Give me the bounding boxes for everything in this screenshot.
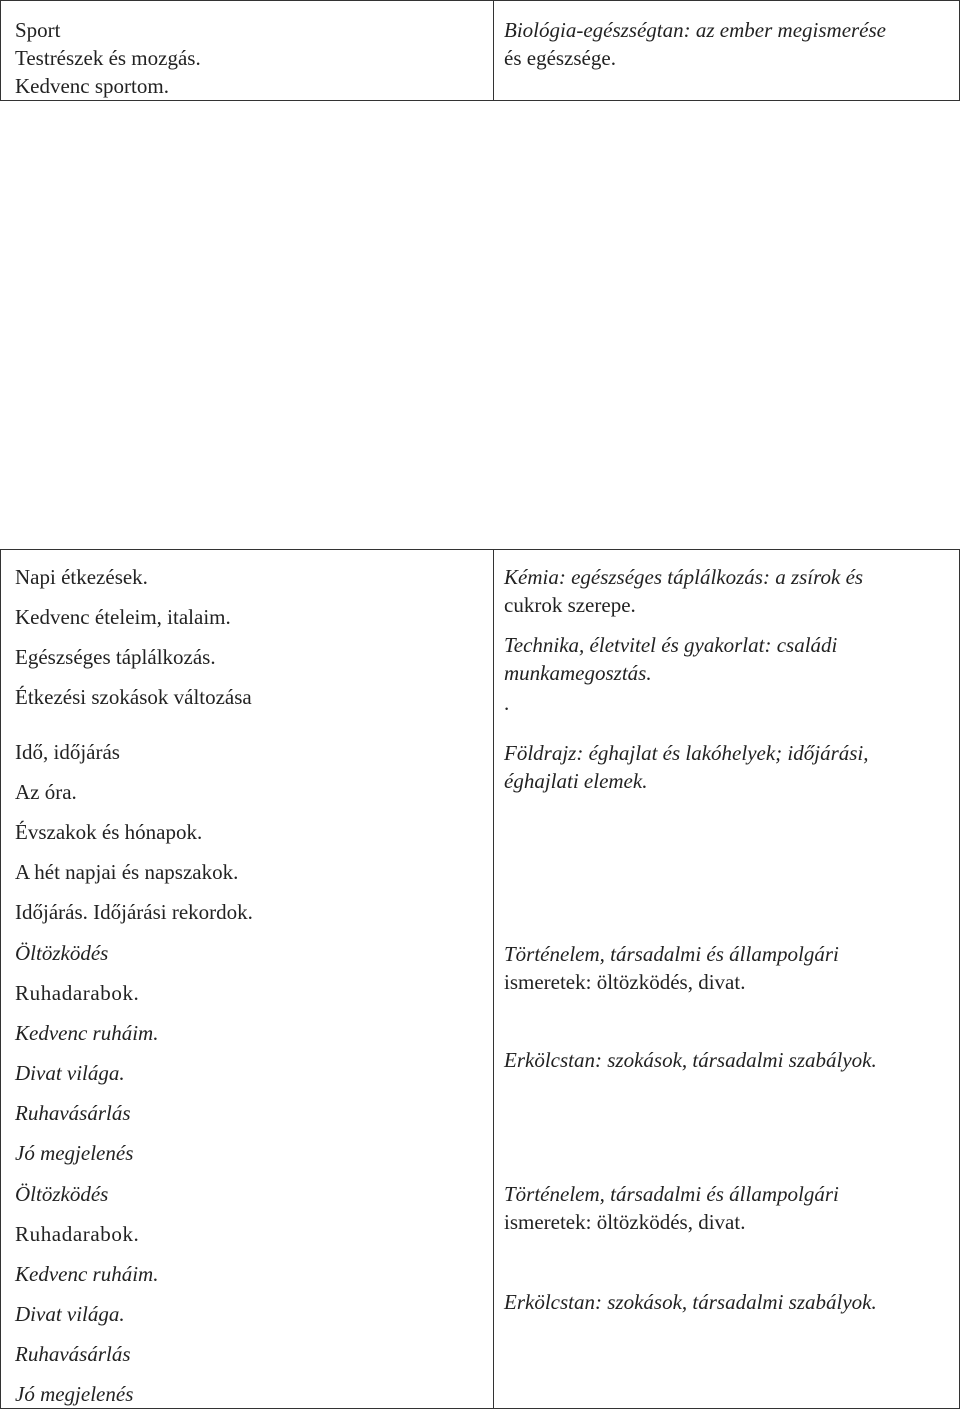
topic-line: Ruhadarabok. xyxy=(15,981,140,1005)
crosscurricular-line: éghajlati elemek. xyxy=(504,769,648,793)
topic-line: Öltözködés xyxy=(15,1182,109,1206)
crosscurricular-line: munkamegosztás. xyxy=(504,661,652,685)
crosscurricular-line: ismeretek: öltözködés, divat. xyxy=(504,970,746,994)
crosscurricular-line: Technika, életvitel és gyakorlat: családi xyxy=(504,633,838,657)
topic-line: Az óra. xyxy=(15,780,77,804)
topic-line: Idő, időjárás xyxy=(15,740,120,764)
topic-line: Egészséges táplálkozás. xyxy=(15,645,216,669)
topic-line: Jó megjelenés xyxy=(15,1141,134,1165)
topic-line: Évszakok és hónapok. xyxy=(15,820,203,844)
top-right-line: és egészsége. xyxy=(504,46,616,70)
topic-line: Időjárás. Időjárási rekordok. xyxy=(15,900,253,924)
topic-line: Kedvenc ruháim. xyxy=(15,1021,159,1045)
crosscurricular-line: Erkölcstan: szokások, társadalmi szabályok. xyxy=(504,1048,877,1072)
crosscurricular-line: . xyxy=(504,691,510,715)
topic-line: A hét napjai és napszakok. xyxy=(15,860,239,884)
topic-line: Ruhadarabok. xyxy=(15,1222,140,1246)
topic-line: Napi étkezések. xyxy=(15,565,148,589)
top-right-line: Biológia-egészségtan: az ember megismerése xyxy=(504,18,886,42)
topic-line: Öltözködés xyxy=(15,941,109,965)
crosscurricular-line: ismeretek: öltözködés, divat. xyxy=(504,1210,746,1234)
topic-line: Kedvenc ételeim, italaim. xyxy=(15,605,231,629)
top-left-line: Kedvenc sportom. xyxy=(15,74,169,98)
bottom-table-divider xyxy=(493,549,494,1409)
crosscurricular-line: Történelem, társadalmi és állampolgári xyxy=(504,942,839,966)
crosscurricular-line: Földrajz: éghajlat és lakóhelyek; időjárási, xyxy=(504,741,869,765)
topic-line: Jó megjelenés xyxy=(15,1382,134,1406)
top-left-line: Testrészek és mozgás. xyxy=(15,46,201,70)
top-table-divider xyxy=(493,0,494,101)
topic-line: Divat világa. xyxy=(15,1302,125,1326)
crosscurricular-line: cukrok szerepe. xyxy=(504,593,636,617)
crosscurricular-line: Kémia: egészséges táplálkozás: a zsírok és xyxy=(504,565,864,589)
topic-line: Kedvenc ruháim. xyxy=(15,1262,159,1286)
crosscurricular-line: Erkölcstan: szokások, társadalmi szabályok. xyxy=(504,1290,877,1314)
topic-line: Ruhavásárlás xyxy=(15,1101,131,1125)
crosscurricular-line: Történelem, társadalmi és állampolgári xyxy=(504,1182,839,1206)
topic-line: Ruhavásárlás xyxy=(15,1342,131,1366)
topic-line: Divat világa. xyxy=(15,1061,125,1085)
top-left-line: Sport xyxy=(15,18,61,42)
topic-line: Étkezési szokások változása xyxy=(15,685,252,709)
